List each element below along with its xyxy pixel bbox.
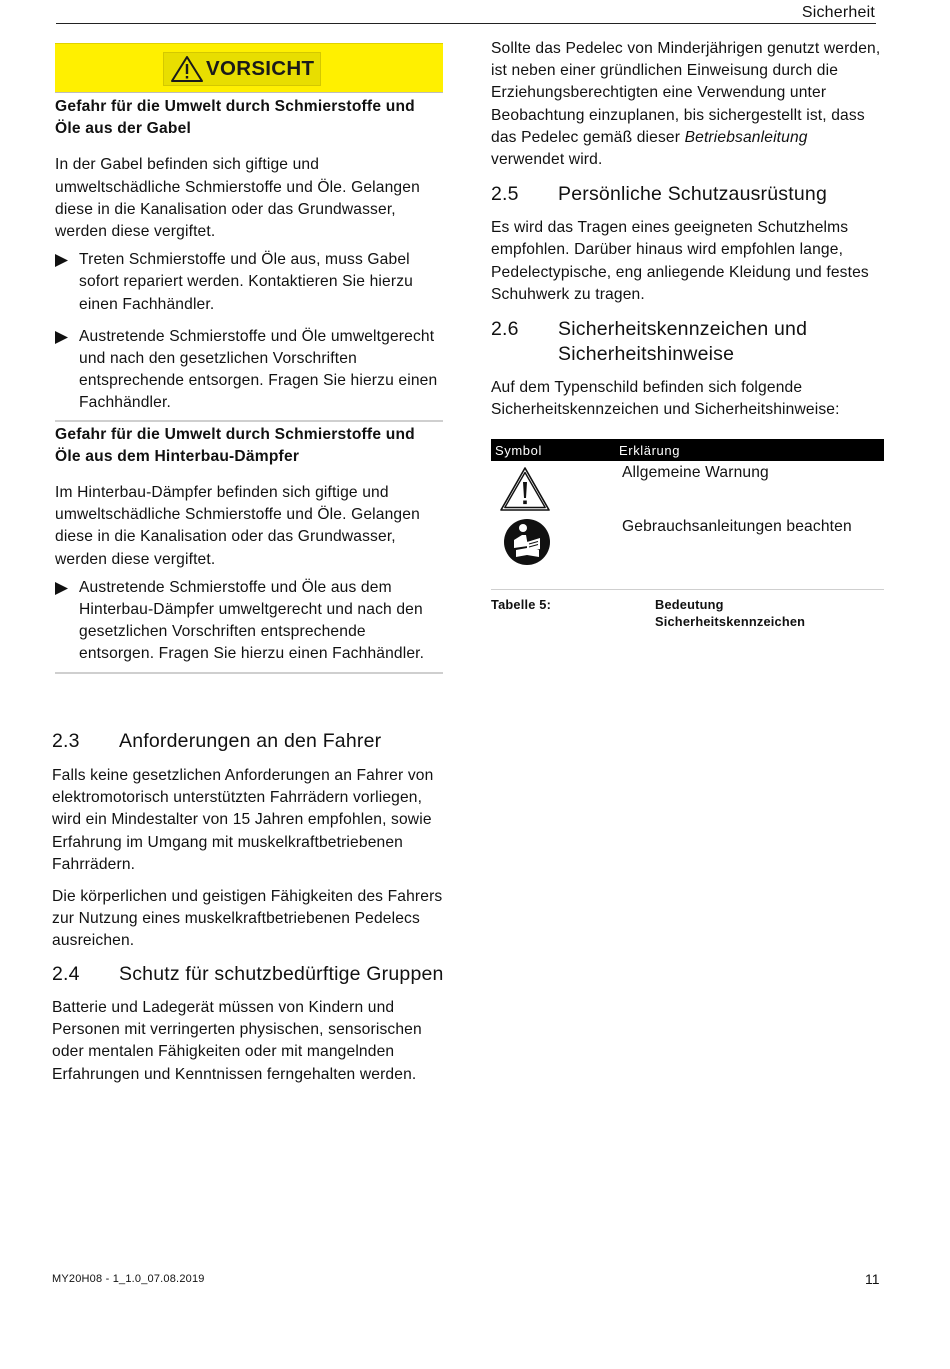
caution-banner	[55, 43, 443, 93]
table-caption	[491, 596, 884, 630]
hazard-divider	[55, 420, 443, 422]
section-2-6-heading	[491, 317, 884, 367]
table-row	[491, 461, 884, 515]
section-number: 2.4	[52, 963, 80, 985]
section-number: 2.3	[52, 730, 80, 752]
section-paragraph: Es wird das Tragen eines geeigneten Schutzhelms empfohlen. Darüber hinaus wird empfohlen lange, Pedelectypische, eng anliegende Kleidung und festes Schuhwerk zu tragen.	[491, 219, 869, 303]
page-header-title: Sicherheit	[801, 4, 875, 21]
minors-text: Sollte das Pedelec von Minderjährigen genutzt werden, ist neben einer gründlichen Einweisung durch die Erziehungsberechtigten eine Verwendung unter Beobachtung einzuplanen, bis sichergestellt ist, dass das Pedelec gemäß dieser	[491, 40, 881, 146]
section-2-5-heading	[491, 182, 884, 207]
section-2-3	[52, 729, 444, 953]
section-title: Schutz für schutzbedürftige Gruppen	[119, 963, 444, 985]
table-row	[491, 515, 884, 569]
minors-text-end: verwendet wird.	[491, 151, 603, 169]
table-cell-explanation: Gebrauchsanleitungen beachten	[622, 518, 852, 536]
section-number: 2.6	[491, 318, 519, 341]
footer-doc-id: MY20H08 - 1_1.0_07.08.2019	[52, 1273, 205, 1285]
section-2-4	[52, 962, 444, 1086]
caution-label-box	[163, 52, 321, 86]
hazard-title-damper: Gefahr für die Umwelt durch Schmierstoffe und Öle aus dem Hinterbau-Dämpfer	[55, 425, 415, 465]
hazard-text-damper-1: Im Hinterbau-Dämpfer befinden sich giftige und umweltschädliche Schmierstoffe und Öle. Gelangen	[55, 484, 420, 524]
bullet-arrow-icon	[55, 577, 79, 595]
bullet-text: Austretende Schmierstoffe und Öle umweltgerecht und nach den gesetzlichen Vorschriften entsprechende entsorgen. Fragen Sie hierzu einen Fachhändler.	[79, 327, 438, 412]
section-paragraph: Die körperlichen und geistigen Fähigkeiten des Fahrers zur Nutzung eines muskelkraftbetriebenen Pedelecs ausreichen.	[52, 888, 443, 950]
bullet-arrow-icon	[55, 326, 79, 344]
minors-paragraph	[491, 38, 884, 171]
section-title: Persönliche Schutzausrüstung	[558, 183, 828, 206]
list-item	[55, 249, 443, 316]
section-paragraph: Falls keine gesetzlichen Anforderungen an Fahrer von elektromotorisch unterstützten Fahrrädern vorliegen, wird ein Mindestalter von 15 Jahren empfohlen, sowie Erfahrung im Umgang mit muskelkraftbetriebenen Fahrrädern.	[52, 767, 434, 873]
bullet-arrow-icon	[55, 249, 79, 267]
caution-label: VORSICHT	[206, 57, 315, 80]
section-paragraph: Batterie und Ladegerät müssen von Kindern und Personen mit verringerten physischen, sensorischen oder mentalen Fähigkeiten oder mit mangelnden Erfahrungen und Kenntnissen ferngehalten werden.	[52, 999, 422, 1083]
warning-triangle-icon	[170, 55, 204, 83]
table-cell-explanation: Allgemeine Warnung	[622, 464, 769, 482]
caption-label: Tabelle 5:	[491, 597, 552, 613]
page-number: 11	[865, 1271, 880, 1287]
safety-symbols-table	[491, 439, 884, 630]
caption-text: Bedeutung Sicherheitskennzeichen	[655, 597, 806, 630]
manual-reference: Betriebsanleitung	[684, 128, 808, 146]
general-warning-icon	[499, 466, 551, 512]
section-title: Sicherheitskennzeichen und Sicherheitshinweise	[558, 318, 808, 366]
bullet-text: Austretende Schmierstoffe und Öle aus dem Hinterbau-Dämpfer umweltgerecht und nach den gesetzlichen Vorschriften entsprechende entsorgen. Fragen Sie hierzu einen Fachhändler.	[79, 578, 425, 663]
section-number: 2.5	[491, 183, 519, 206]
hazard-title-fork: Gefahr für die Umwelt durch Schmierstoffe und Öle aus der Gabel	[55, 98, 415, 138]
right-column	[491, 38, 884, 630]
list-item	[55, 326, 443, 415]
read-manual-icon	[502, 517, 552, 567]
table-bottom-rule	[491, 589, 884, 590]
bullet-text: Treten Schmierstoffe und Öle aus, muss Gabel sofort repariert werden. Kontaktieren Sie hierzu einen Fachhändler.	[79, 251, 413, 313]
section-title: Anforderungen an den Fahrer	[119, 730, 382, 752]
column-header-explanation: Erklärung	[619, 442, 681, 458]
section-paragraph: Auf dem Typenschild befinden sich folgende Sicherheitskennzeichen und Sicherheitshinweise:	[491, 379, 840, 419]
header-divider	[56, 23, 876, 24]
column-header-symbol: Symbol	[495, 442, 542, 458]
hazard-text-damper-2: diese in die Kanalisation oder das Grundwasser, werden diese vergiftet.	[55, 528, 396, 568]
caution-end-divider	[55, 672, 443, 674]
left-column	[55, 43, 443, 674]
list-item	[55, 577, 443, 666]
table-header	[491, 439, 884, 461]
hazard-text-fork: In der Gabel befinden sich giftige und umweltschädliche Schmierstoffe und Öle. Gelangen diese in die Kanalisation oder das Grundwasser, werden diese vergiftet.	[55, 156, 420, 241]
